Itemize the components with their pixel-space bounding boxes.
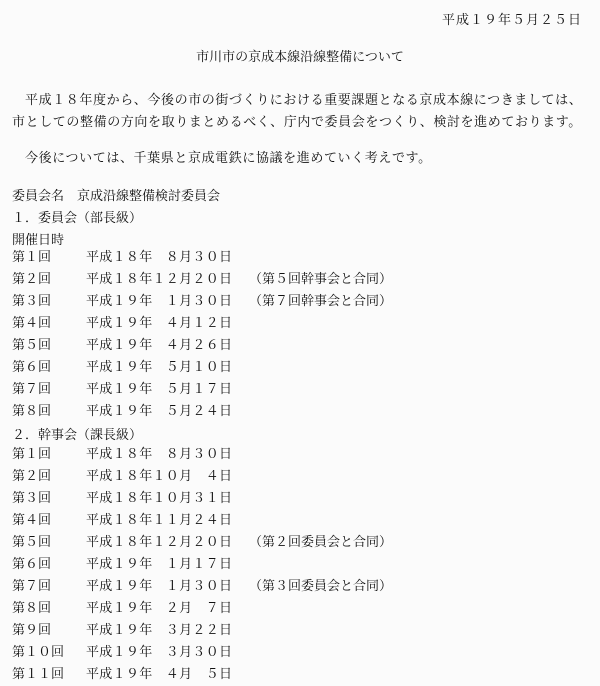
meeting-row	[12, 247, 598, 269]
meeting-number: 第６回	[12, 557, 52, 572]
meeting-date: 平成１９年 ４月 ５日	[86, 667, 233, 682]
meeting-number: 第９回	[12, 623, 52, 638]
meeting-row	[12, 576, 598, 598]
meeting-row	[12, 357, 598, 379]
intro-paragraph	[12, 90, 594, 134]
intro-text: 平成１８年度から、今後の市の街づくりにおける重要課題となる京成本線につきましては、市としての整備の方向を取りまとめるべく、庁内で委員会をつくり、検討を進めております。	[12, 93, 583, 130]
meeting-row	[12, 313, 598, 335]
meeting-row	[12, 620, 598, 642]
meeting-number: 第１０回	[12, 645, 65, 660]
meeting-row	[12, 379, 598, 401]
meeting-number: 第１回	[12, 250, 52, 265]
secretariat-meetings-list	[12, 444, 598, 686]
meeting-date: 平成１９年 ５月１０日	[86, 360, 233, 375]
meeting-date: 平成１９年 １月３０日	[86, 579, 233, 594]
committee-name: 委員会名 京成沿線整備検討委員会	[12, 189, 221, 204]
meeting-row	[12, 532, 598, 554]
meeting-row	[12, 335, 598, 357]
meeting-note: （第３回委員会と合同）	[249, 579, 393, 594]
meeting-date: 平成１８年１１月２４日	[86, 513, 233, 528]
meeting-date: 平成１８年１２月２０日	[86, 535, 233, 550]
section1-subheading: 開催日時	[12, 233, 65, 248]
meeting-date: 平成１９年 ４月１２日	[86, 316, 233, 331]
meeting-date: 平成１８年１２月２０日	[86, 272, 233, 287]
meeting-row	[12, 401, 598, 423]
meeting-note: （第５回幹事会と合同）	[249, 272, 393, 287]
document-date: 平成１９年５月２５日	[441, 13, 582, 28]
meeting-number: 第１１回	[12, 667, 65, 682]
meeting-number: 第６回	[12, 360, 52, 375]
meeting-number: 第５回	[12, 535, 52, 550]
meeting-date: 平成１８年１０月 ４日	[86, 469, 233, 484]
meeting-date: 平成１９年 １月３０日	[86, 294, 233, 309]
meeting-note: （第２回委員会と合同）	[249, 535, 393, 550]
meeting-date: 平成１８年１０月３１日	[86, 491, 233, 506]
meeting-date: 平成１９年 １月１７日	[86, 557, 233, 572]
meeting-number: 第３回	[12, 491, 52, 506]
meeting-row	[12, 444, 598, 466]
meeting-number: 第５回	[12, 338, 52, 353]
section1-heading: １．委員会（部長級）	[12, 211, 143, 226]
meeting-date: 平成１９年 ２月 ７日	[86, 601, 233, 616]
meeting-number: 第８回	[12, 601, 52, 616]
meeting-row	[12, 598, 598, 620]
meeting-row	[12, 554, 598, 576]
meeting-number: 第２回	[12, 272, 52, 287]
meeting-row	[12, 510, 598, 532]
meeting-date: 平成１９年 ５月２４日	[86, 404, 233, 419]
meeting-row	[12, 488, 598, 510]
meeting-number: 第４回	[12, 316, 52, 331]
meeting-date: 平成１８年 ８月３０日	[86, 447, 233, 462]
meeting-row	[12, 269, 598, 291]
outlook-text: 今後については、千葉県と京成電鉄に協議を進めていく考えです。	[25, 151, 432, 166]
meeting-row	[12, 291, 598, 313]
outlook-paragraph	[12, 148, 594, 170]
meeting-date: 平成１９年 ３月２２日	[86, 623, 233, 638]
meeting-row	[12, 466, 598, 488]
meeting-number: 第７回	[12, 382, 52, 397]
meeting-date: 平成１９年 ３月３０日	[86, 645, 233, 660]
meeting-date: 平成１９年 ４月２６日	[86, 338, 233, 353]
meeting-number: 第１回	[12, 447, 52, 462]
meeting-note: （第７回幹事会と合同）	[249, 294, 393, 309]
meeting-date: 平成１９年 ５月１７日	[86, 382, 233, 397]
meeting-number: 第４回	[12, 513, 52, 528]
document-title: 市川市の京成本線沿線整備について	[196, 50, 404, 65]
committee-meetings-list	[12, 247, 598, 423]
meeting-row	[12, 642, 598, 664]
meeting-number: 第７回	[12, 579, 52, 594]
section2-heading: ２．幹事会（課長級）	[12, 428, 143, 443]
meeting-number: 第３回	[12, 294, 52, 309]
meeting-row	[12, 664, 598, 686]
meeting-number: 第２回	[12, 469, 52, 484]
meeting-number: 第８回	[12, 404, 52, 419]
meeting-date: 平成１８年 ８月３０日	[86, 250, 233, 265]
